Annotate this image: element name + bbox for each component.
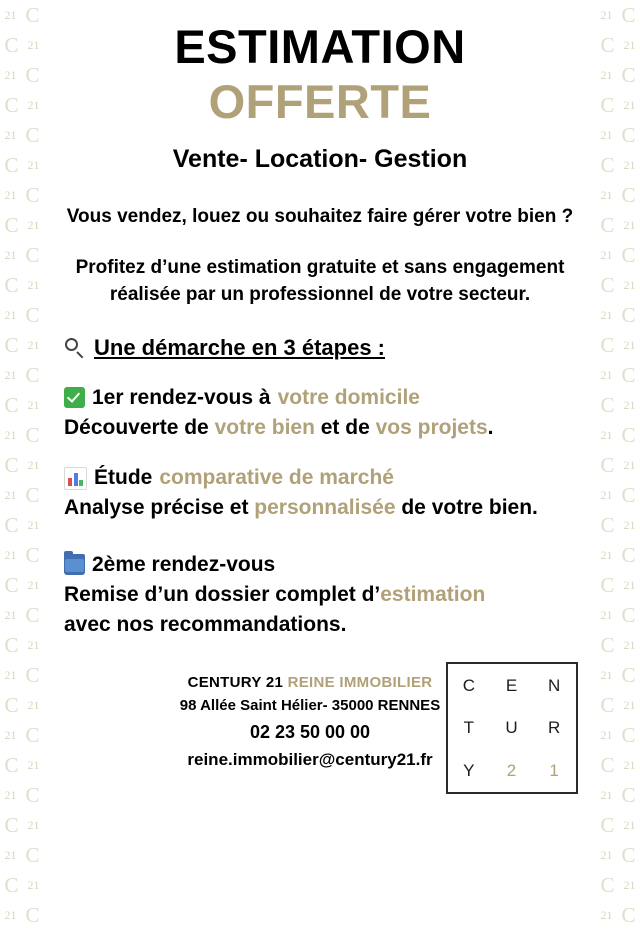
step-1-line2-gold-a: votre bien [214, 415, 315, 439]
step-1-line1 [64, 385, 584, 411]
step-3-line1 [64, 552, 584, 578]
logo-letter-c: C [462, 675, 476, 695]
footer [50, 674, 590, 834]
steps-heading-label: Une démarche en 3 étapes : [94, 334, 386, 360]
step-2-line1 [64, 465, 584, 491]
poster-content [44, 0, 596, 905]
footer-brand: CENTURY 21 [187, 674, 288, 692]
logo-letter-n: N [548, 675, 562, 695]
step-2-line2-b: de votre bien. [395, 496, 538, 520]
step-2-line2 [64, 494, 584, 521]
magnifier-icon [64, 337, 86, 359]
step-3-line2-a: Remise d’un dossier complet d’ [64, 582, 381, 606]
footer-address: 98 Allée Saint Hélier- 35000 RENNES [179, 697, 441, 715]
step-item [50, 385, 590, 442]
step-1-text-gold: votre domicile [277, 385, 420, 409]
step-1-line2-c: . [487, 415, 494, 439]
lead-offer [50, 255, 590, 308]
logo-letter-e: E [505, 675, 519, 695]
lead-question: Vous vendez, louez ou souhaitez faire gérer votre bien ? [66, 205, 574, 227]
step-3-line2-gold-a: estimation [380, 582, 486, 606]
page-title: ESTIMATION [174, 20, 466, 73]
steps-heading [50, 335, 590, 361]
step-1-line2-b: et de [314, 415, 376, 439]
step-1-text-black: 1er rendez-vous à [92, 385, 271, 409]
lead-offer-line2: réalisée par un professionnel de votre secteur. [109, 283, 531, 305]
step-1-line2 [64, 414, 584, 441]
step-3-line2 [64, 581, 584, 608]
decorative-pattern-right: 21 C C 21 21 C C 21 21 C C 21 21 C C 21 21 C C 21 21 C C 21 21 C C 21 21 C C 21 21 C C 21 21 C C 21 21 C C 21 21 C C 21 21 C C 21 21 C C 21 21 C C 21 21 C [600, 2, 636, 927]
step-2-line2-a: Analyse précise et [64, 496, 255, 520]
step-1-line2-gold-b: vos projets [375, 415, 488, 439]
step-2-text-gold: comparative de marché [159, 466, 394, 490]
century21-logo [446, 662, 578, 794]
footer-email: reine.immobilier@century21.fr [187, 750, 433, 770]
check-icon [64, 387, 85, 408]
step-item [50, 552, 590, 639]
logo-letter-r: R [548, 718, 562, 738]
logo-letter-y: Y [463, 761, 476, 781]
logo-letter-grid [448, 664, 576, 792]
page-subtitle: OFFERTE [208, 75, 432, 129]
step-1-line2-a: Découverte de [64, 415, 215, 439]
step-3-line3: avec nos recommandations. [64, 613, 347, 637]
logo-letter-u: U [505, 718, 519, 738]
lead-offer-line1: Profitez d’une estimation gratuite et sans engagement [75, 257, 565, 279]
folder-icon [64, 554, 85, 575]
footer-agency: REINE IMMOBILIER [287, 674, 433, 692]
logo-digit-1: 1 [549, 761, 560, 781]
step-3-text-black: 2ème rendez-vous [92, 552, 276, 576]
bar-chart-icon [64, 467, 87, 490]
footer-phone: 02 23 50 00 00 [249, 722, 371, 743]
logo-letter-t: T [463, 718, 476, 738]
step-2-text-black: Étude [94, 466, 153, 490]
services-line: Vente- Location- Gestion [172, 144, 468, 173]
step-item [50, 465, 590, 522]
logo-digit-2: 2 [506, 761, 518, 781]
step-2-line2-gold-a: personnalisée [254, 496, 396, 520]
decorative-pattern-left: 21 C C 21 21 C C 21 21 C C 21 21 C C 21 21 C C 21 21 C C 21 21 C C 21 21 C C 21 21 C C 21 21 C C 21 21 C C 21 21 C C 21 21 C C 21 21 C C 21 21 C C 21 21 C [4, 2, 40, 927]
